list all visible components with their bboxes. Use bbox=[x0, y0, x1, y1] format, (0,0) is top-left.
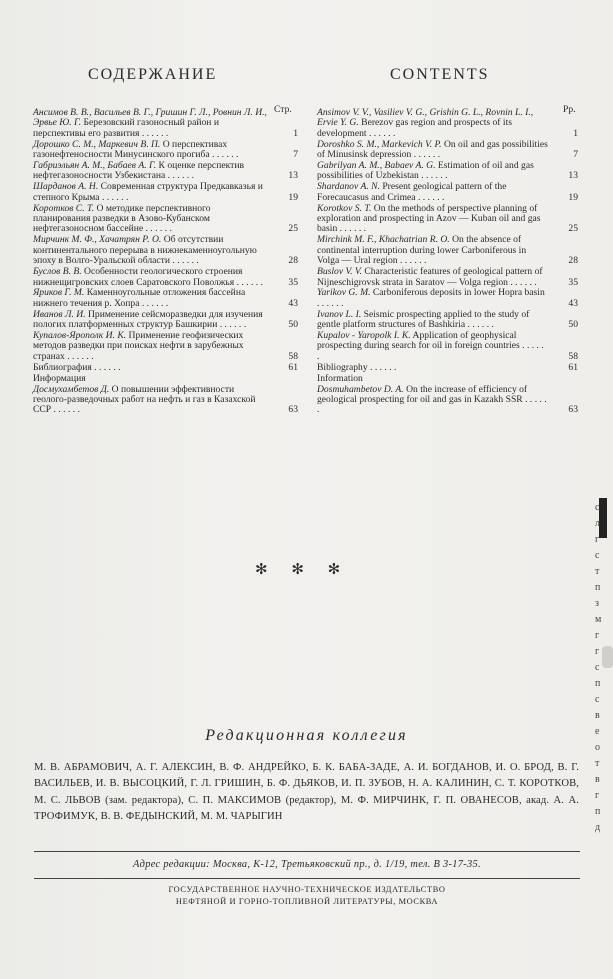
toc-entry-title: Bibliography bbox=[317, 361, 368, 373]
toc-column-ru bbox=[33, 108, 298, 416]
toc-entry-title: On oil and gas possibilities of Minusinsk depression bbox=[317, 138, 548, 161]
toc-entry bbox=[33, 182, 298, 203]
leader-dots: . . . . . . bbox=[418, 170, 448, 182]
toc-entry-authors: Buslov V. V. bbox=[317, 266, 362, 278]
toc-entry-page: 19 bbox=[288, 191, 298, 203]
edge-fragment: м bbox=[595, 614, 602, 625]
toc-entry-page: 43 bbox=[288, 297, 298, 309]
leader-dots: . . . . . . bbox=[411, 149, 441, 161]
edge-fragment: в bbox=[595, 774, 600, 785]
edge-fragment: г bbox=[595, 630, 600, 641]
toc-entry-title: Информация bbox=[33, 372, 86, 384]
edge-fragment: е bbox=[595, 726, 600, 737]
leader-dots: . . . . . . bbox=[317, 340, 544, 362]
edge-fragment: с bbox=[595, 662, 600, 673]
toc-entry-page: 25 bbox=[568, 223, 578, 235]
leader-dots: . . . . . . bbox=[165, 170, 195, 182]
contents-heading-ru: СОДЕРЖАНИЕ bbox=[88, 66, 218, 83]
toc-entry-title: О повышении эффективности геолого-разведочных работ на нефть и газ в Казахской ССР bbox=[33, 383, 256, 416]
toc-entry-authors: Ansimov V. V., Vasiliev V. G., Grishin G. L., Rovnin L. I., Ervie Y. G. bbox=[317, 107, 534, 129]
toc-entry bbox=[33, 161, 298, 182]
toc-entry-title: Carboniferous deposits in lower Hopra basin bbox=[372, 287, 545, 299]
editorial-address: Адрес редакции: Москва, К-12, Третьяковский пр., д. 1/19, тел. В 3-17-35. bbox=[133, 859, 481, 870]
adjacent-page-text-fragments bbox=[595, 500, 613, 840]
toc-entry-page: 35 bbox=[568, 276, 578, 288]
toc-entry bbox=[317, 363, 578, 373]
toc-entry-authors: Kupalov - Yaropolk I. K. bbox=[317, 330, 411, 342]
toc-entry-title: Characteristic features of geological pattern of Nijneschigrovsk strata in Saratov — Volga region bbox=[317, 266, 543, 288]
edge-fragment: в bbox=[595, 710, 600, 721]
toc-entry-authors: Doroshko S. M., Markevich V. P. bbox=[317, 138, 442, 150]
toc-entry bbox=[33, 204, 298, 235]
edge-fragment: л bbox=[595, 518, 600, 529]
toc-entry-title: Application of geophysical prospecting during search for oil in foreign countries bbox=[317, 330, 520, 352]
divider-bottom bbox=[34, 878, 580, 879]
leader-dots: . . . . . . bbox=[507, 276, 537, 288]
toc-entry-title: Применение геофизических методов разведки при поисках нефти в зарубежных странах bbox=[33, 330, 244, 362]
toc-entry-page: 61 bbox=[288, 361, 298, 373]
toc-entry-authors: Ivanov L. I. bbox=[317, 308, 362, 320]
leader-dots: . . . . . . bbox=[91, 361, 121, 373]
publisher-info bbox=[34, 884, 580, 908]
toc-entry-title: Present geological pattern of the Forecaucasus and Crimea bbox=[317, 181, 507, 203]
toc-entry-page: 50 bbox=[288, 319, 298, 331]
leader-dots: . . . . . . bbox=[217, 319, 247, 331]
editorial-board-members: М. В. АБРАМОВИЧ, А. Г. АЛЕКСИН, В. Ф. АНДРЕЙКО, Б. К. БАБА-ЗАДЕ, А. И. БОГДАНОВ, И. О. БРОД, В. Г. ВАСИЛЬЕВ, И. В. ВЫСОЦКИЙ, Г. Л. ГРИШИН, Б. Ф. ДЬЯКОВ, И. П. ЗУБОВ, Н. А. КАЛИНИН, С. Т. КОРОТКОВ, М. С. ЛЬВОВ (зам. редактора), С. П. МАКСИМОВ (редактор), М. Ф. МИРЧИНК, Г. П. ОВАНЕСОВ, акад. А. А. ТРОФИМУК, В. В. ФЕДЫНСКИЙ, М. М. ЧАРЫГИН bbox=[34, 762, 579, 823]
toc-entry bbox=[33, 310, 298, 331]
toc-entry bbox=[33, 288, 298, 309]
toc-entry-page: 50 bbox=[568, 319, 578, 331]
edge-fragment: т bbox=[595, 758, 600, 769]
leader-dots: . . . . . . bbox=[170, 255, 199, 267]
toc-entry-title: Berezov gas region and prospects of its development bbox=[317, 117, 512, 139]
toc-entry-title: On the methods of perspective planning of exploration and prospecting in Azov — Kuban oil and gas basin bbox=[317, 202, 541, 235]
leader-dots: . . . . . . bbox=[337, 223, 367, 235]
leader-dots: . . . . . . bbox=[366, 127, 396, 139]
leader-dots: . . . . . . bbox=[367, 361, 397, 373]
toc-entry bbox=[317, 235, 578, 266]
leader-dots: . . . . . . bbox=[139, 297, 169, 309]
toc-entry-authors: Ансимов В. В., Васильев В. Г., Гришин Г. Л., Ровнин Л. И., Эрвье Ю. Г. bbox=[33, 107, 267, 129]
edge-fragment: д bbox=[595, 822, 601, 833]
toc-entry-authors: Габриэльян А. М., Бабаев А. Г. bbox=[33, 160, 157, 172]
toc-entry-authors: Досмухамбетов Д. bbox=[33, 383, 110, 395]
toc-entry-page: 19 bbox=[568, 191, 578, 203]
toc-entry-authors: Дорошко С. М., Маркевич В. П. bbox=[33, 138, 161, 150]
toc-entry-page: 7 bbox=[573, 149, 578, 161]
publisher-line-1: ГОСУДАРСТВЕННОЕ НАУЧНО-ТЕХНИЧЕСКОЕ ИЗДАТЕЛЬСТВО bbox=[168, 885, 446, 894]
toc-entry-page: 7 bbox=[293, 149, 298, 161]
leader-dots: . . . . . . bbox=[415, 191, 445, 203]
leader-dots: . . . . . . bbox=[64, 350, 94, 362]
page-column-label-ru: Стр. bbox=[274, 104, 292, 115]
toc-entry-page: 1 bbox=[293, 127, 298, 139]
leader-dots: . . . . . . bbox=[143, 223, 172, 235]
toc-entry-authors: Yarikov G. M. bbox=[317, 287, 371, 299]
toc-entry-page: 25 bbox=[288, 223, 298, 235]
toc-entry-page: 58 bbox=[568, 350, 578, 362]
toc-entry-title: О перспективах газонефтеносности Минусинского прогиба bbox=[33, 138, 228, 161]
toc-entry bbox=[33, 267, 298, 288]
toc-entry bbox=[317, 108, 578, 139]
toc-entry-title: Seismic prospecting applied to the study of gentle platform structures of Bashkiria bbox=[317, 308, 530, 331]
edge-fragment: п bbox=[595, 806, 601, 817]
toc-entry-authors: Шарданов А. Н. bbox=[33, 181, 99, 193]
edge-fragment: п bbox=[595, 678, 601, 689]
toc-entry-authors: Mirchink M. F., Khachatrian R. O. bbox=[317, 234, 450, 246]
toc-entry-authors: Korotkov S. T. bbox=[317, 202, 372, 214]
toc-entry bbox=[33, 363, 298, 373]
toc-entry bbox=[33, 331, 298, 362]
toc-entry-title: Применение сейсморазведки для изучения пологих платформенных структур Башкирии bbox=[33, 308, 263, 331]
toc-entry bbox=[317, 385, 578, 416]
edge-fragment: с bbox=[595, 694, 600, 705]
leader-dots: . . . . . . bbox=[234, 276, 263, 288]
toc-entry-title: Березовский газоносный район и перспективы его развития bbox=[33, 117, 219, 139]
toc-entry-page: 43 bbox=[568, 297, 578, 309]
toc-entry-authors: Купалов-Ярополк И. К. bbox=[33, 330, 127, 342]
leader-dots: . . . . . . bbox=[139, 127, 169, 139]
toc-entry bbox=[317, 204, 578, 235]
toc-column-en bbox=[317, 108, 578, 416]
publisher-line-2: НЕФТЯНОЙ И ГОРНО-ТОПЛИВНОЙ ЛИТЕРАТУРЫ, МОСКВА bbox=[175, 897, 439, 906]
leader-dots: . . . . . . bbox=[99, 191, 129, 203]
toc-entry-page: 58 bbox=[288, 350, 298, 362]
toc-entry-title: Особенности геологического строения нижнещигровских слоев Саратовского Поволжья bbox=[33, 266, 243, 288]
contents-heading-en: CONTENTS bbox=[390, 66, 490, 83]
toc-entry-title: Каменноугольные отложения бассейна нижнего течения р. Хопра bbox=[33, 287, 246, 309]
toc-entry-authors: Иванов Л. И. bbox=[33, 308, 86, 320]
toc-entry-title: On the increase of efficiency of geological prospecting for oil and gas in Kazakh SSR bbox=[317, 383, 528, 405]
toc-entry-page: 28 bbox=[288, 255, 298, 267]
toc-entry-title: О методике перспективного планирования разведки в Азово-Кубанском нефтегазоносном бассейне bbox=[33, 202, 211, 235]
toc-entry bbox=[33, 374, 298, 384]
edge-fragment: г bbox=[595, 646, 600, 657]
toc-entry-authors: Shardanov A. N. bbox=[317, 181, 380, 193]
toc-entry bbox=[317, 374, 578, 384]
toc-entry-title: On the absence of continental interruption during lower Carboniferous in Volga — Ural region bbox=[317, 234, 527, 267]
toc-entry bbox=[317, 267, 578, 288]
divider-top bbox=[34, 851, 580, 852]
toc-entry-page: 1 bbox=[573, 127, 578, 139]
edge-fragment: з bbox=[595, 598, 599, 609]
toc-entry-title: Об отсутствии континентального перерыва в нижнекаменноугольную эпоху в Волго-Уральской области bbox=[33, 234, 257, 267]
toc-entry-page: 28 bbox=[568, 255, 578, 267]
editorial-board-title: Редакционная коллегия bbox=[205, 727, 408, 744]
toc-entry-authors: Мирчинк М. Ф., Хачатрян Р. О. bbox=[33, 234, 162, 246]
toc-entry bbox=[33, 385, 298, 416]
leader-dots: . . . . . . bbox=[51, 404, 80, 416]
edge-fragment: г bbox=[595, 534, 600, 545]
edge-fragment: г bbox=[595, 790, 600, 801]
toc-entry-authors: Коротков С. Т. bbox=[33, 202, 95, 214]
leader-dots: . . . . . . bbox=[465, 319, 494, 331]
toc-entry-title: Библиография bbox=[33, 361, 92, 373]
edge-fragment: с bbox=[595, 550, 600, 561]
toc-entry-authors: Gabrilyan A. M., Babaev A. G. bbox=[317, 160, 436, 172]
toc-entry bbox=[33, 108, 298, 139]
toc-entry-authors: Dosmuhambetov D. A. bbox=[317, 383, 404, 395]
toc-entry bbox=[317, 288, 578, 309]
toc-entry-title: К оценке перспектив нефтегазоносности Узбекистана bbox=[33, 160, 244, 182]
toc-entry-page: 63 bbox=[568, 404, 578, 416]
toc-entry-page: 13 bbox=[288, 170, 298, 182]
toc-entry-title: Information bbox=[317, 372, 363, 384]
toc-entry-page: 63 bbox=[288, 404, 298, 416]
section-separator: ✻ ✻ ✻ bbox=[255, 562, 351, 578]
edge-fragment: с bbox=[595, 502, 600, 513]
toc-entry bbox=[317, 331, 578, 362]
leader-dots: . . . . . . bbox=[397, 255, 427, 267]
toc-entry bbox=[33, 235, 298, 266]
page-column-label-en: Pp. bbox=[563, 104, 576, 115]
toc-entry-page: 61 bbox=[568, 361, 578, 373]
toc-entry-page: 13 bbox=[568, 170, 578, 182]
toc-entry-authors: Яриков Г. М. bbox=[33, 287, 85, 299]
leader-dots: . . . . . . bbox=[209, 149, 239, 161]
toc-entry bbox=[317, 182, 578, 203]
edge-fragment: т bbox=[595, 566, 600, 577]
toc-entry-title: Современная структура Предкавказья и степного Крыма bbox=[33, 181, 263, 203]
toc-entry bbox=[317, 161, 578, 182]
leader-dots: . . . . . . bbox=[317, 297, 344, 309]
toc-entry-page: 35 bbox=[288, 276, 298, 288]
toc-entry-authors: Буслов В. В. bbox=[33, 266, 82, 278]
toc-entry bbox=[33, 140, 298, 161]
leader-dots: . . . . . . bbox=[317, 393, 547, 416]
toc-entry bbox=[317, 310, 578, 331]
edge-fragment: о bbox=[595, 742, 600, 753]
toc-entry bbox=[317, 140, 578, 161]
edge-fragment: п bbox=[595, 582, 601, 593]
toc-entry-title: Estimation of oil and gas possibilities of Uzbekistan bbox=[317, 160, 534, 182]
